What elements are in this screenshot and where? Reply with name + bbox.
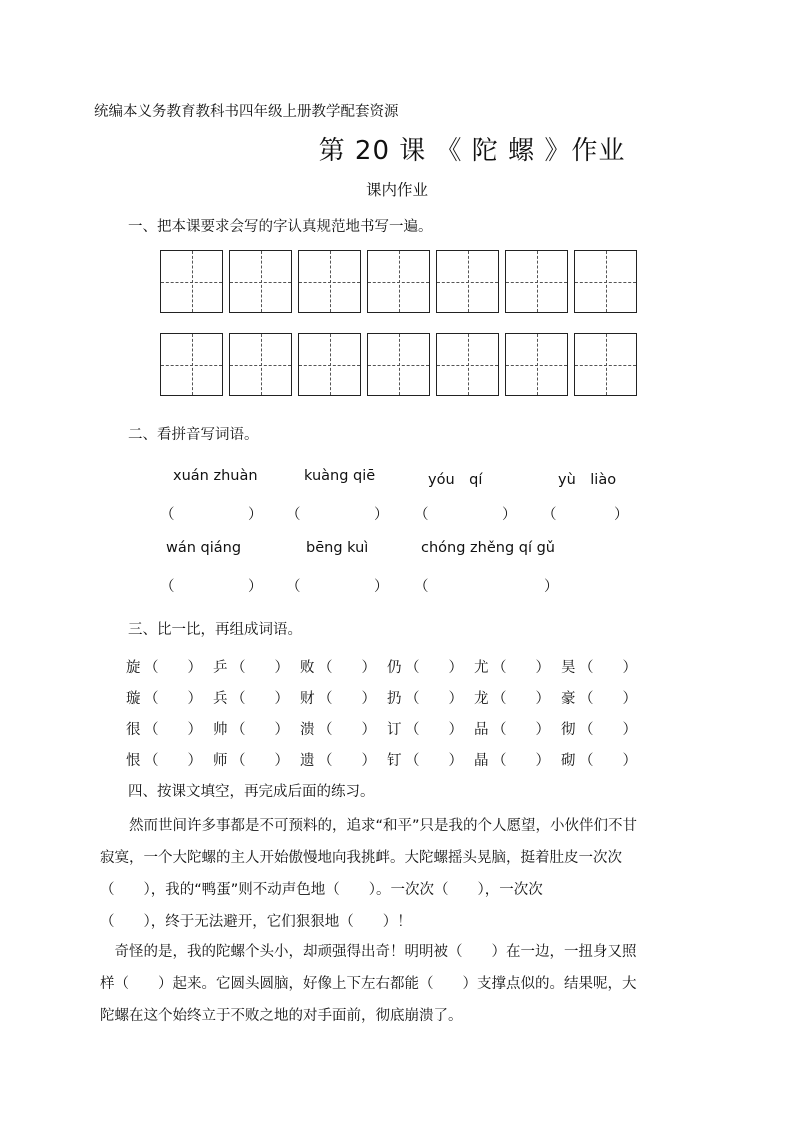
compare-row [126,656,648,677]
answer-blank-open: （ [286,579,301,595]
writing-box[interactable] [367,250,430,313]
compare-char: 旋 [126,660,141,676]
compare-char: 帅 [213,722,228,738]
compare-blank[interactable]: （ ） [405,722,463,738]
compare-char: 兵 [213,691,228,707]
writing-box[interactable] [229,333,292,396]
compare-blank[interactable]: （ ） [144,660,202,676]
answer-blank-close: ） [248,507,263,523]
compare-row [126,687,648,708]
compare-blank[interactable]: （ ） [492,722,550,738]
answer-blank-open: （ [160,579,175,595]
compare-row [126,749,648,770]
writing-box[interactable] [436,333,499,396]
compare-blank[interactable]: （ ） [405,691,463,707]
compare-char: 败 [300,660,315,676]
answer-blank-open: （ [414,507,429,523]
compare-blank[interactable]: （ ） [318,660,376,676]
writing-box[interactable] [229,250,292,313]
writing-box[interactable] [298,250,361,313]
passage-line: 样（ ）起来。它圆头圆脑，好像上下左右都能（ ）支撑点似的。结果呢，大 [100,976,637,992]
writing-box[interactable] [505,333,568,396]
pinyin-prompt: chóng zhěng qí gǔ [421,540,555,556]
pinyin-prompt: bēng kuì [306,540,369,556]
compare-char: 恨 [126,753,141,769]
writing-box[interactable] [574,250,637,313]
compare-char: 品 [474,722,489,738]
compare-blank[interactable]: （ ） [405,753,463,769]
compare-char: 晶 [474,753,489,769]
answer-blank-open: （ [286,507,301,523]
page-subtitle: 课内作业 [365,181,428,199]
answer-blank-close: ） [502,507,517,523]
compare-char: 龙 [474,691,489,707]
compare-blank[interactable]: （ ） [318,691,376,707]
compare-char: 财 [300,691,315,707]
answer-blank-open: （ [414,579,429,595]
writing-box[interactable] [160,250,223,313]
pinyin-prompt: yóu qí [428,472,483,488]
pinyin-prompt: xuán zhuàn [173,468,258,484]
compare-blank[interactable]: （ ） [231,660,289,676]
pinyin-prompt: wán qiáng [166,540,242,556]
section-1-heading: 一、把本课要求会写的字认真规范地书写一遍。 [128,219,433,235]
compare-blank[interactable]: （ ） [579,722,637,738]
pinyin-prompt: kuàng qiē [304,468,376,484]
compare-char: 砌 [561,753,576,769]
section-3-heading: 三、比一比，再组成词语。 [128,622,302,638]
compare-char: 乒 [213,660,228,676]
compare-char: 扔 [387,691,402,707]
writing-grid-row-1 [160,250,637,313]
compare-blank[interactable]: （ ） [231,691,289,707]
passage-line: （ ），终于无法避开，它们狠狠地（ ）！ [100,914,412,930]
compare-char: 璇 [126,691,141,707]
compare-blank[interactable]: （ ） [318,722,376,738]
passage-line: （ ），我的“鸭蛋”则不动声色地（ ）。一次次（ ），一次次 [100,882,543,898]
writing-box[interactable] [505,250,568,313]
writing-box[interactable] [574,333,637,396]
compare-blank[interactable]: （ ） [318,753,376,769]
compare-char: 钉 [387,753,402,769]
writing-grid-row-2 [160,333,637,396]
compare-char: 订 [387,722,402,738]
answer-blank-close: ） [248,579,263,595]
writing-box[interactable] [298,333,361,396]
compare-char: 师 [213,753,228,769]
passage-line: 寂寞，一个大陀螺的主人开始傲慢地向我挑衅。大陀螺摇头晃脑，挺着肚皮一次次 [100,850,622,866]
compare-char: 昊 [561,660,576,676]
answer-blank-open: （ [542,507,557,523]
compare-char: 溃 [300,722,315,738]
compare-blank[interactable]: （ ） [579,753,637,769]
pinyin-prompt: yù liào [558,472,617,488]
section-2-heading: 二、看拼音写词语。 [128,427,259,443]
compare-blank[interactable]: （ ） [579,660,637,676]
writing-box[interactable] [160,333,223,396]
answer-blank-close: ） [544,579,559,595]
answer-blank-close: ） [374,507,389,523]
compare-row [126,718,648,739]
compare-blank[interactable]: （ ） [231,753,289,769]
passage-line: 然而世间许多事都是不可预料的，追求“和平”只是我的个人愿望，小伙伴们不甘 [100,818,638,834]
answer-blank-close: ） [374,579,389,595]
compare-blank[interactable]: （ ） [492,660,550,676]
page-title: 第 20 课 《 陀 螺 》作业 [318,136,626,166]
answer-blank-close: ） [614,507,629,523]
compare-blank[interactable]: （ ） [405,660,463,676]
compare-blank[interactable]: （ ） [144,753,202,769]
compare-blank[interactable]: （ ） [144,691,202,707]
section-4-heading: 四、按课文填空，再完成后面的练习。 [128,784,375,800]
passage-line: 陀螺在这个始终立于不败之地的对手面前，彻底崩溃了。 [100,1008,463,1024]
compare-char: 很 [126,722,141,738]
compare-char: 仍 [387,660,402,676]
writing-box[interactable] [367,333,430,396]
compare-blank[interactable]: （ ） [231,722,289,738]
compare-char: 尤 [474,660,489,676]
answer-blank-open: （ [160,507,175,523]
compare-char: 豪 [561,691,576,707]
writing-box[interactable] [436,250,499,313]
compare-char: 彻 [561,722,576,738]
resource-header: 统编本义务教育教科书四年级上册教学配套资源 [94,104,399,120]
compare-blank[interactable]: （ ） [492,753,550,769]
compare-blank[interactable]: （ ） [579,691,637,707]
compare-blank[interactable]: （ ） [144,722,202,738]
passage-line: 奇怪的是，我的陀螺个头小，却顽强得出奇！明明被（ ）在一边，一扭身又照 [100,944,637,960]
passage-2 [100,936,700,1032]
passage-1 [100,810,700,938]
compare-blank[interactable]: （ ） [492,691,550,707]
compare-char: 遗 [300,753,315,769]
